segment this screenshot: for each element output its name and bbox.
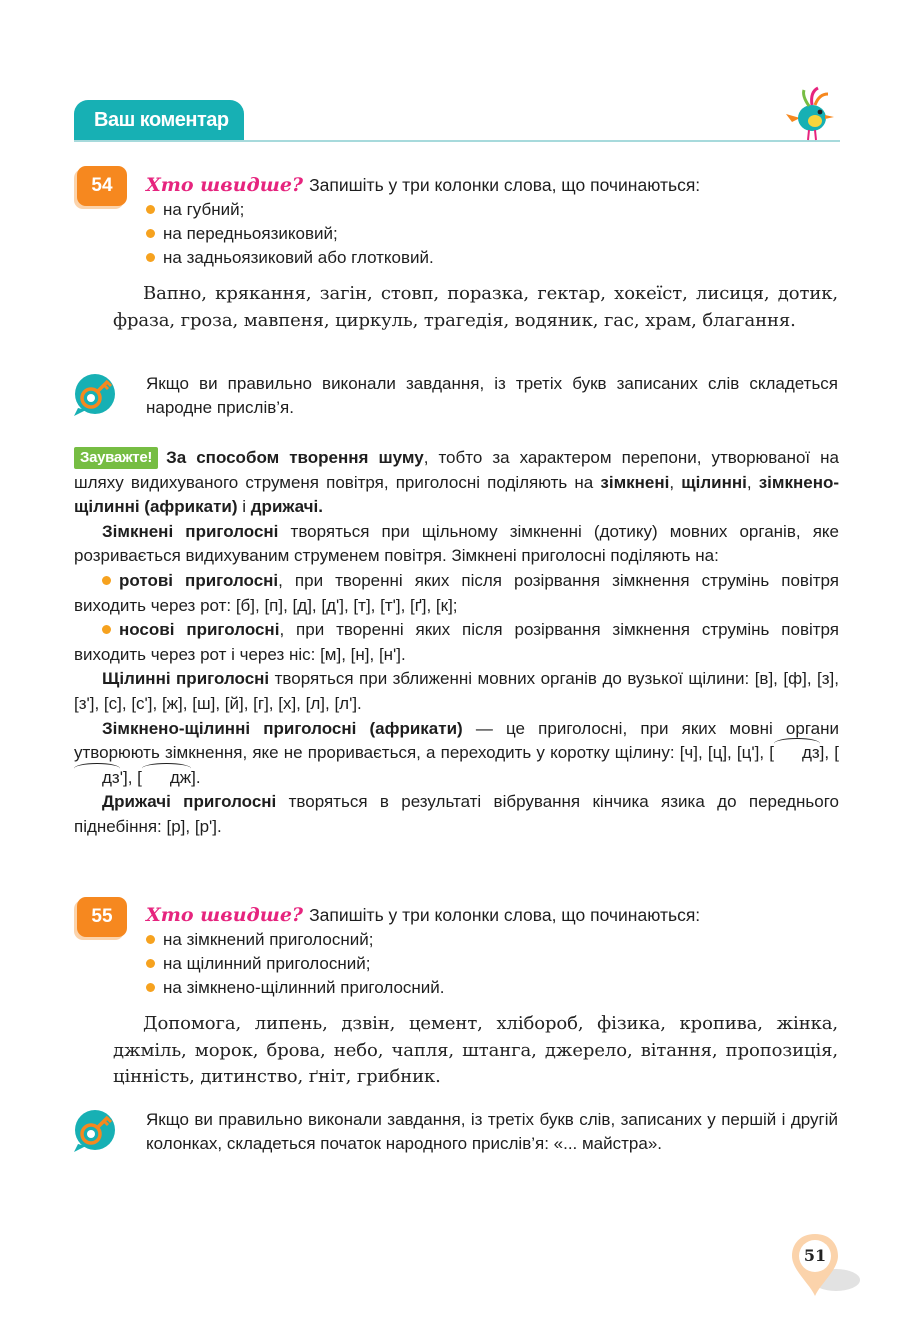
section-header-title: Ваш коментар <box>94 109 229 131</box>
list-item: на передньоязиковий; <box>146 222 338 246</box>
word-list: Вапно, крякання, загін, стовп, поразка, гектар, хокеїст, лисиця, дотик, фраза, гроза, мавпеня, циркуль, трагедія, водяник, гас, храм, благання. <box>113 283 838 331</box>
note-paragraph: Зімкнені приголосні творяться при щільному зімкненні (дотику) мовних органів, яке розривається видихуваним струменем повітря. Зімкнені приголосні поділяють на: <box>74 521 839 566</box>
section-header-tab <box>74 100 244 142</box>
task-number-badge: 54 <box>77 166 127 206</box>
bird-icon <box>782 84 842 142</box>
key-hint-icon <box>70 1104 120 1154</box>
bullet-icon <box>102 576 111 585</box>
bullet-icon <box>146 229 155 238</box>
note-paragraph: Дрижачі приголосні творяться в результаті вібрування кінчика язика до переднього піднебіння: [р], [р']. <box>74 792 839 836</box>
list-item: на задньоязиковий або глотковий. <box>146 246 434 270</box>
list-item: на зімкнено-щілинний приголосний. <box>146 976 445 1000</box>
key-hint-icon <box>70 368 120 418</box>
hint-text: Якщо ви правильно виконали завдання, із третіх букв записаних слів складеться народне прислів’я. <box>146 374 838 417</box>
task-number-badge: 55 <box>77 897 127 937</box>
note-bullet-item: носові приголосні, при творенні яких після розірвання зімкнення струмінь повітря виходить через рот і через ніс: [м], [н], [н']. <box>74 620 840 664</box>
word-list: Допомога, липень, дзвін, цемент, хлібороб, фізика, кропива, жінка, джміль, морок, брова, небо, чапля, штанга, джерело, вітання, пропозиція, цінність, дитинство, ґніт, грибник. <box>113 1013 838 1087</box>
bullet-icon <box>146 253 155 262</box>
bullet-icon <box>146 935 155 944</box>
list-item: на зімкнений приголосний; <box>146 928 373 952</box>
bullet-icon <box>146 983 155 992</box>
note-paragraph: Зімкнено-щілинні приголосні (африкати) — це приголосні, при яких мовні органи утворюють зімкнення, яке не проривається, а переходить у коротку щілину: [ч], [ц], [ц'], [ дз], [дз'], [ дж]. <box>74 717 839 791</box>
task-heading <box>146 173 700 197</box>
note-badge: Зауважте! <box>74 447 158 469</box>
list-item: на щілинний приголосний; <box>146 952 370 976</box>
task-heading-title: Хто швидше? <box>146 174 304 196</box>
task-instruction: Запишіть у три колонки слова, що починаються: <box>309 905 701 925</box>
task-heading <box>146 903 700 927</box>
affricate-dz-soft: дз <box>74 766 120 791</box>
affricate-dzh: дж <box>142 766 191 791</box>
bullet-icon <box>102 625 111 634</box>
note-block <box>74 446 839 840</box>
note-paragraph: Зауважте! За способом творення шуму, тобто за характером перепони, утворюваної на шляху видихуваного струменя повітря, приголосні поділяють на зімкнені, щілинні, зімкнено-щілинні (африкати) і дрижачі. <box>74 448 840 517</box>
header-divider <box>74 140 840 142</box>
hint-text: Якщо ви правильно виконали завдання, із третіх букв слів, записаних у першій і другій колонках, складеться початок народного прислів’я: «... майстра». <box>146 1110 838 1153</box>
page-number: 51 <box>803 1246 827 1265</box>
task-heading-title: Хто швидше? <box>146 904 304 926</box>
bullet-icon <box>146 205 155 214</box>
bullet-icon <box>146 959 155 968</box>
note-paragraph: Щілинні приголосні творяться при зближенні мовних органів до вузької щілини: [в], [ф], [з], [з'], [с], [с'], [ж], [ш], [й], [г], [х], [л], [л']. <box>74 669 839 713</box>
task-instruction: Запишіть у три колонки слова, що починаються: <box>309 175 701 195</box>
affricate-dz: дз <box>774 741 820 766</box>
note-bullet-item: ротові приголосні, при творенні яких після розірвання зімкнення струмінь повітря виходить через рот: [б], [п], [д], [д'], [т], [т'], [ґ], [к]; <box>74 570 839 615</box>
list-item: на губний; <box>146 198 244 222</box>
